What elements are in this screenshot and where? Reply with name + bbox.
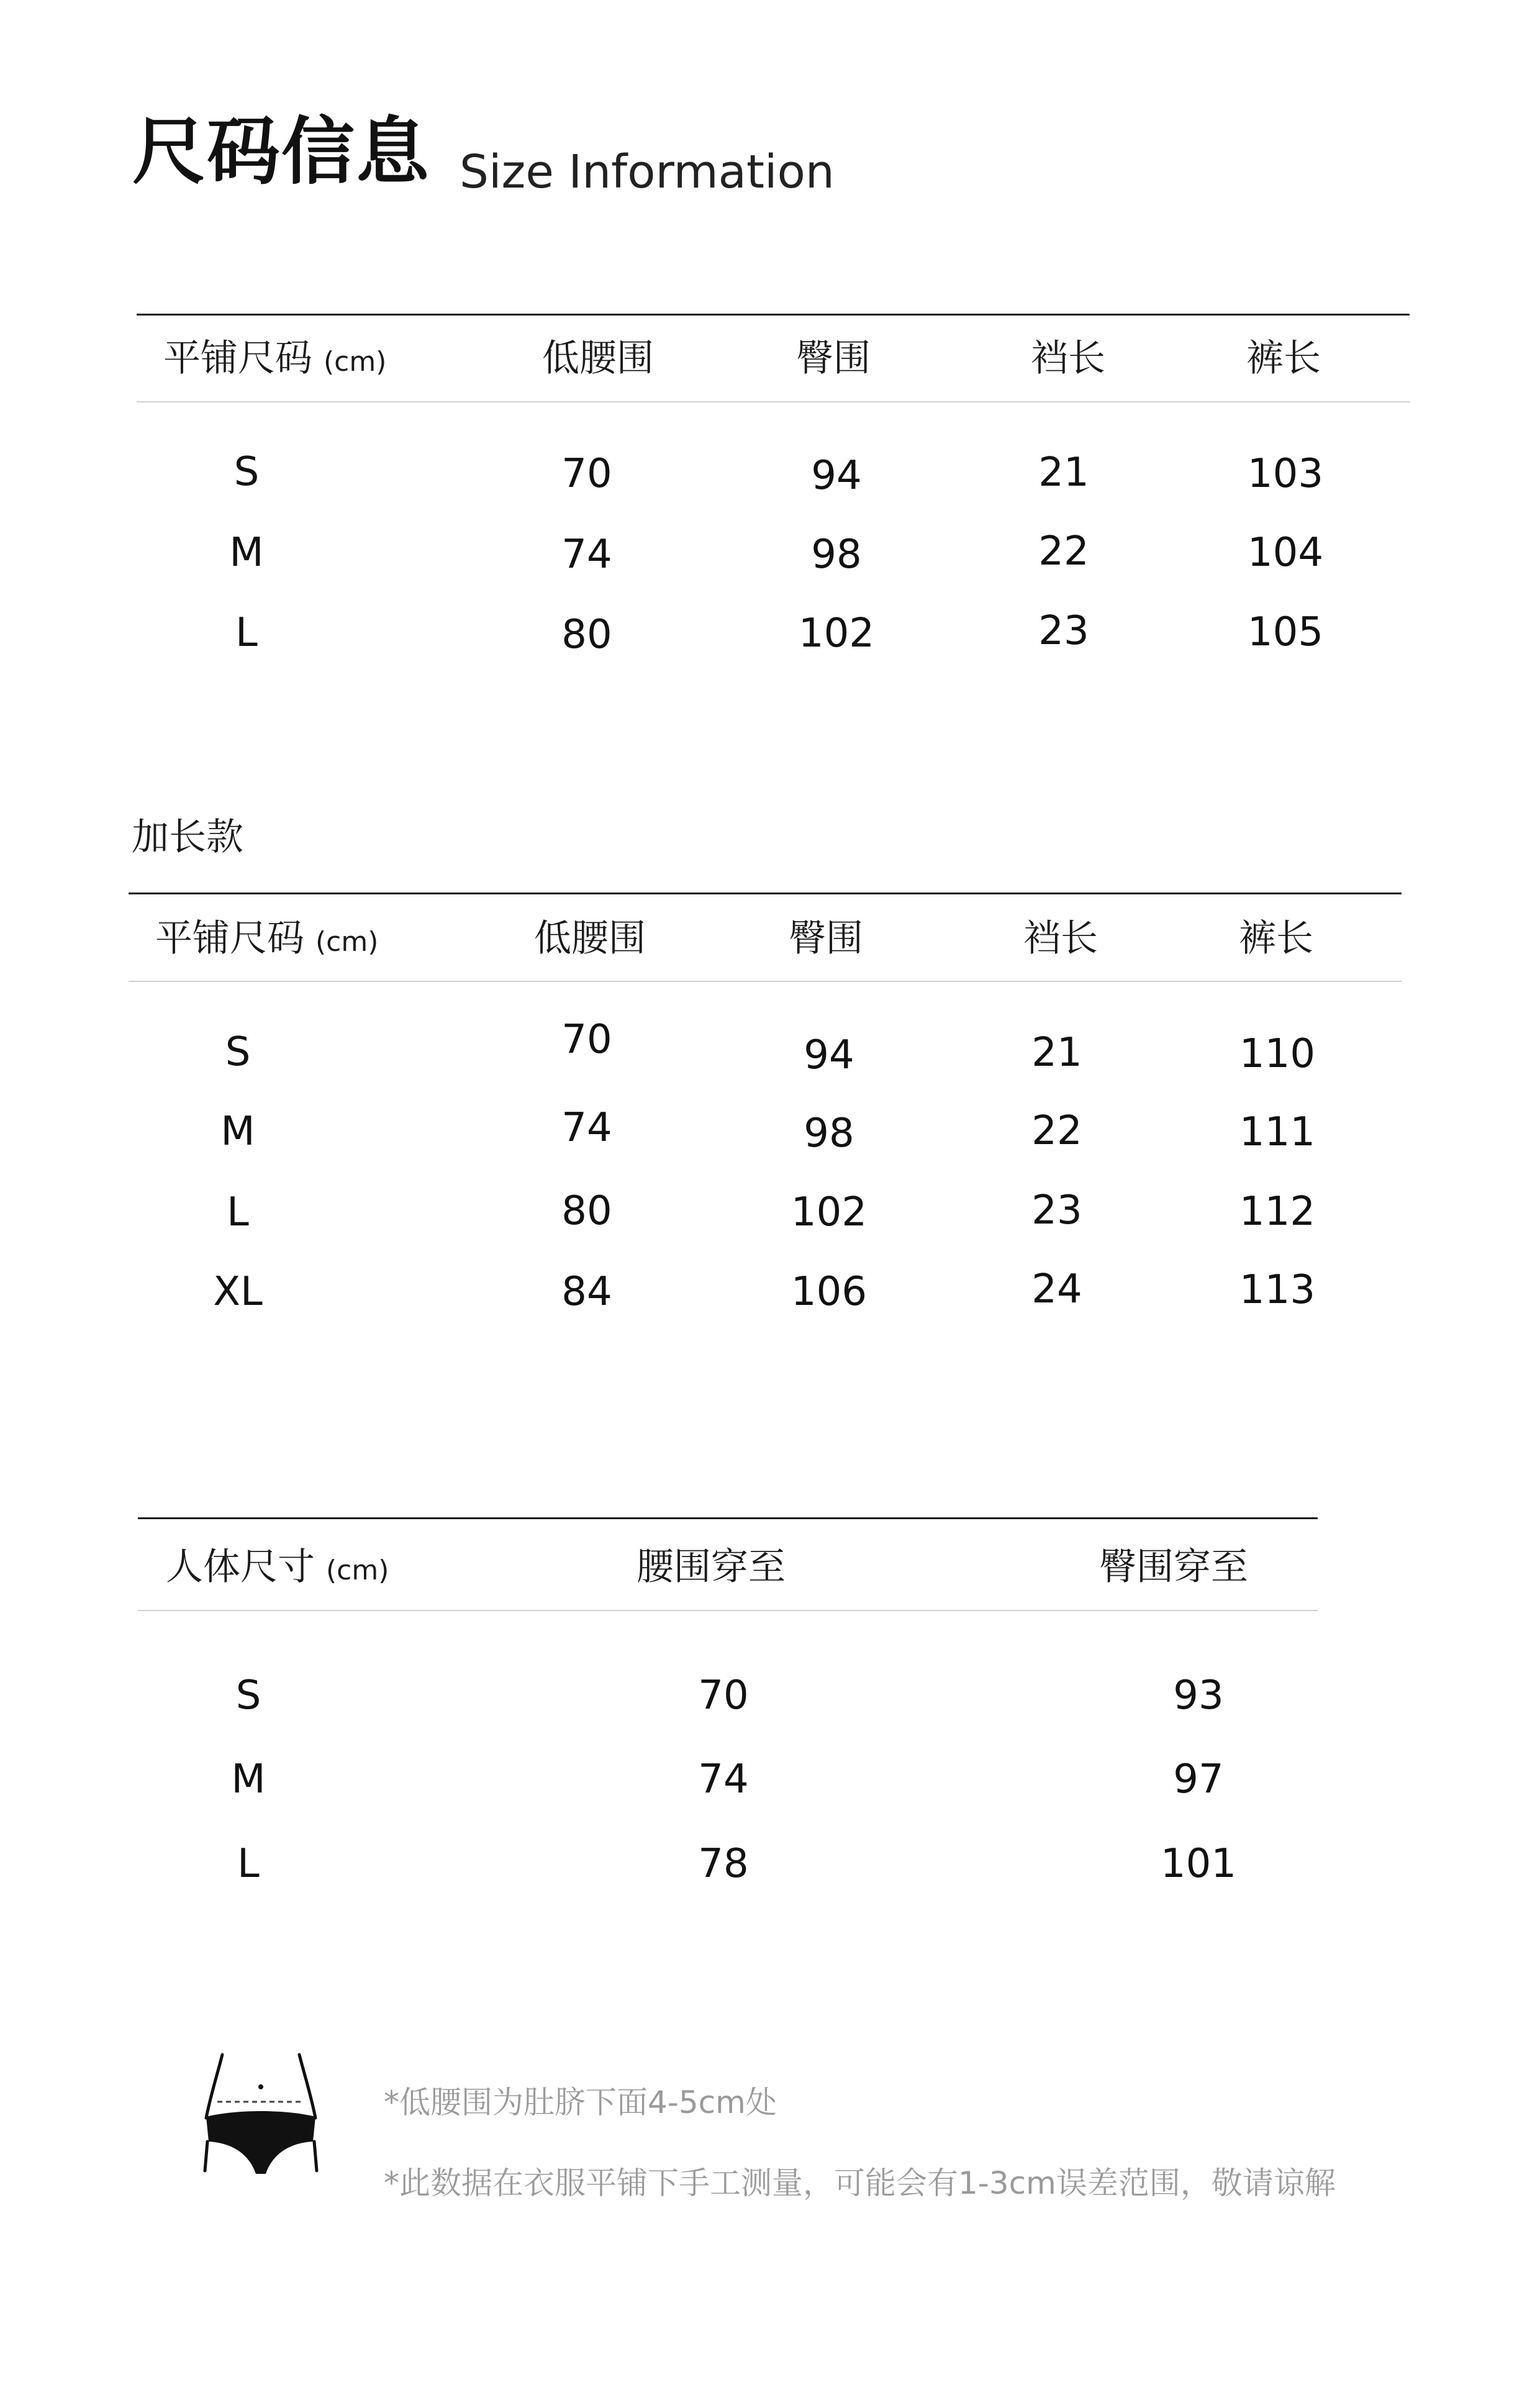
cell-length: 112: [1239, 1189, 1316, 1235]
header-divider: [138, 1610, 1318, 1611]
cell-hip: 106: [790, 1269, 867, 1315]
underwear-waist-icon: [199, 2050, 323, 2186]
section-title-long: 加长款: [132, 815, 243, 859]
column-header-rise: 裆长: [1023, 917, 1098, 960]
cell-waist: 84: [561, 1269, 612, 1315]
column-header-hip-wear: 臀围穿至: [1099, 1545, 1248, 1589]
cell-length: 111: [1239, 1109, 1316, 1155]
cell-rise: 23: [1038, 608, 1089, 654]
cell-rise: 22: [1038, 529, 1089, 575]
cell-rise: 23: [1031, 1188, 1082, 1233]
unit-label: (cm): [324, 346, 387, 378]
cell-hip: 102: [798, 611, 875, 656]
column-header-label: 人体尺寸: [166, 1545, 315, 1589]
note-measurement-disclaimer: *此数据在衣服平铺下手工测量，可能会有1-3cm误差范围，敬请谅解: [384, 2165, 1336, 2201]
cell-size: S: [225, 1029, 251, 1075]
column-header-waist: 低腰围: [534, 917, 646, 960]
cell-waist: 70: [561, 1017, 612, 1063]
cell-waist: 74: [561, 1105, 612, 1151]
cell-hip: 98: [811, 532, 862, 578]
cell-size: S: [233, 449, 260, 495]
unit-label: (cm): [315, 926, 379, 958]
cell-waist: 80: [561, 612, 612, 658]
column-header-size: [163, 337, 387, 380]
cell-size: XL: [213, 1269, 263, 1315]
cell-size: M: [231, 1756, 266, 1802]
cell-rise: 22: [1031, 1108, 1082, 1154]
cell-size: S: [235, 1673, 261, 1719]
cell-hip-wear: 93: [1173, 1673, 1224, 1719]
cell-size: M: [220, 1109, 255, 1155]
column-header-label: 平铺尺码: [155, 917, 304, 960]
cell-waist-wear: 74: [698, 1756, 749, 1802]
column-header-length: 裤长: [1239, 917, 1313, 960]
cell-length: 113: [1239, 1267, 1316, 1313]
cell-size: L: [237, 1841, 260, 1887]
page-title: 尺码信息: [132, 109, 431, 194]
table-top-rule: [138, 1517, 1318, 1519]
unit-label: (cm): [326, 1555, 389, 1586]
cell-length: 104: [1247, 530, 1324, 576]
cell-size: L: [227, 1189, 249, 1235]
cell-waist-wear: 78: [698, 1841, 749, 1887]
note-low-waist: *低腰围为肚脐下面4-5cm处: [384, 2084, 777, 2120]
cell-size: M: [229, 530, 264, 576]
cell-waist-wear: 70: [698, 1673, 749, 1719]
column-header-size: [155, 917, 379, 960]
column-header-waist: 低腰围: [542, 337, 654, 380]
column-header-label: 平铺尺码: [163, 337, 312, 380]
cell-rise: 24: [1031, 1266, 1082, 1312]
cell-rise: 21: [1038, 450, 1089, 496]
cell-hip-wear: 101: [1160, 1841, 1237, 1887]
cell-hip: 102: [790, 1189, 867, 1235]
cell-waist: 70: [561, 451, 612, 497]
column-header-hip: 臀围: [796, 337, 871, 380]
cell-hip: 94: [804, 1032, 854, 1078]
cell-hip: 94: [811, 453, 862, 499]
header-divider: [137, 401, 1410, 402]
cell-length: 110: [1239, 1031, 1316, 1077]
cell-hip-wear: 97: [1173, 1756, 1224, 1802]
column-header-length: 裤长: [1246, 337, 1321, 380]
table-top-rule: [129, 893, 1402, 894]
cell-size: L: [235, 610, 258, 656]
page-subtitle: Size Information: [460, 145, 835, 199]
table-top-rule: [137, 314, 1410, 316]
cell-hip: 98: [804, 1111, 854, 1156]
column-header-waist-wear: 腰围穿至: [636, 1545, 786, 1589]
cell-rise: 21: [1031, 1030, 1082, 1076]
header-divider: [129, 981, 1402, 982]
column-header-body-size: [166, 1545, 389, 1589]
column-header-hip: 臀围: [789, 917, 863, 960]
cell-length: 103: [1247, 451, 1324, 497]
cell-waist: 80: [561, 1188, 612, 1234]
column-header-rise: 裆长: [1031, 337, 1105, 380]
cell-length: 105: [1247, 609, 1324, 655]
cell-waist: 74: [561, 532, 612, 578]
